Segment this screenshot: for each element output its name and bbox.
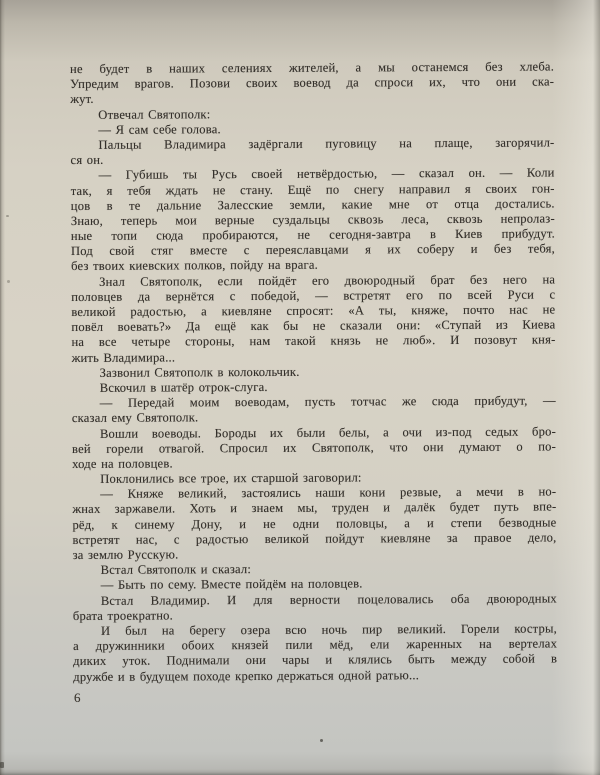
- text-line: а дружинники обоих князей пили мёд, ели жаренных на вертелах: [73, 636, 558, 654]
- text-line: ходе на половцев.: [72, 456, 173, 471]
- text-line: ные топи сюда пробираются, не сегодня-завтра в Киев прибудут.: [70, 226, 555, 244]
- text-line: за землю Русскую.: [72, 547, 179, 562]
- text-line: — Княже великий, застоялись наши кони резвые, а мечи в но-: [100, 484, 557, 502]
- text-line: ся он.: [70, 152, 104, 168]
- text-line: рёд, к синему Дону, и не одни половцы, а и степи безводные: [72, 515, 557, 532]
- text-line: половцев да вернётся с победой, — встретят его по всей Руси с: [71, 287, 556, 304]
- text-line: Отвечал Святополк:: [98, 106, 211, 122]
- text-line: диких уток. Поднимали они чары и клялись быть между собой в: [73, 651, 558, 669]
- text-line: Пальцы Владимира задёргали пуговицу на плаще, загорячил-: [98, 135, 555, 152]
- text-line: Под свой стяг вместе с переяславцами я их соберу и без тебя,: [70, 241, 556, 259]
- text-line: — Быть по сему. Вместе пойдём на половцев.: [100, 576, 363, 593]
- text-line: жут.: [70, 92, 94, 107]
- paper-speck: [6, 215, 9, 217]
- text-line: так, я тебя ждать не стану. Ещё по снегу направил я своих гон-: [70, 180, 555, 198]
- text-line: жнах заржавели. Хоть и знаем мы, труден и далёк будет путь впе-: [72, 499, 557, 517]
- text-line: Знал Святополк, если пойдёт его двоюродный брат без него на: [99, 272, 556, 289]
- text-line: Знаю, теперь мои верные суздальцы сквозь леса, сквозь непролаз-: [70, 211, 555, 228]
- text-line: вей горели отвагой. Спросил их Святополк, что они думают о по-: [71, 439, 557, 456]
- text-line: встретят нас, с радостью великой пойдут киевляне за правое дело,: [72, 530, 557, 547]
- text-line: цов в те дальние Залесские земли, какие мне от отца достались.: [70, 196, 555, 213]
- text-line: дружбе и в будущем походе крепко держаться одной ратью...: [73, 667, 420, 684]
- text-line: брата троекратно.: [72, 608, 174, 623]
- paper-speck: [0, 762, 4, 768]
- text-line: Упредим врагов. Позови своих воевод да спроси их, что они ска-: [70, 74, 555, 92]
- page-text: [70, 59, 557, 684]
- text-line: жить Владимира...: [71, 350, 176, 365]
- text-line: великой радостью, а киевляне спросят: «А ты, княже, почто нас не: [71, 302, 556, 319]
- text-line: сказал ему Святополк.: [71, 410, 199, 426]
- text-line: без твоих киевских полков, пойду на врага.: [71, 258, 319, 274]
- text-line: — Передай моим воеводам, пусть тотчас же сюда прибудут, —: [99, 393, 556, 410]
- text-line: Зазвонил Святополк в колокольчик.: [99, 364, 300, 380]
- paper-speck: [7, 280, 10, 283]
- text-line: Вошли воеводы. Бороды их были белы, а очи из-под седых бро-: [99, 423, 556, 441]
- text-line: И был на берегу озера всю ночь пир великий. Горели костры,: [100, 621, 558, 638]
- page-number: 6: [74, 690, 81, 705]
- text-line: не будет в наших селениях жителей, а мы останемся без хлеба.: [70, 59, 555, 76]
- text-line: на все четыре стороны, нам такой князь не люб». И позовут кня-: [71, 332, 556, 350]
- text-line: повёл воевать?» Да ещё как бы не сказали они: «Ступай из Киева: [71, 317, 556, 335]
- text-line: Поклонились все трое, их старшой заговорил:: [100, 470, 362, 486]
- text-line: Встал Владимир. И для верности поцеловались оба двоюродных: [100, 591, 557, 608]
- text-line: — Губишь ты Русь своей нетвёрдостью, — сказал он. — Коли: [98, 165, 555, 183]
- paper-speck: [320, 739, 323, 742]
- text-line: — Я сам себе голова.: [98, 121, 221, 137]
- text-line: Встал Святополк и сказал:: [100, 562, 252, 578]
- text-line: Вскочил в шатёр отрок-слуга.: [99, 379, 268, 395]
